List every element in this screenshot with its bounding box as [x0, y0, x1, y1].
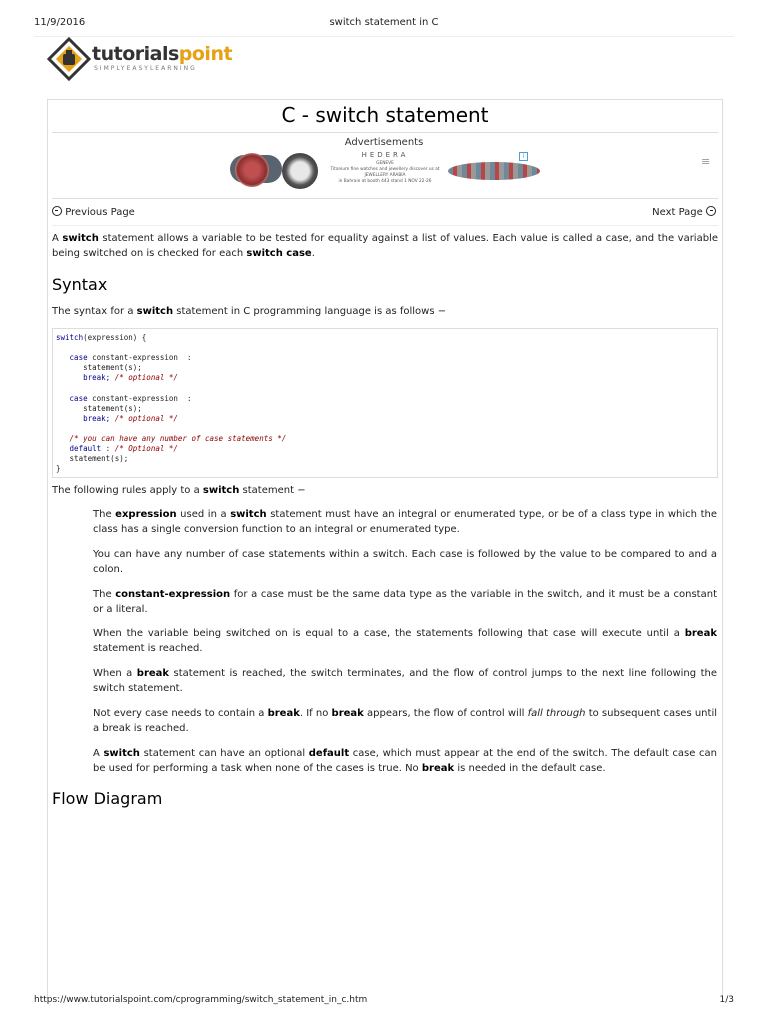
- page-number: 1/3: [719, 995, 734, 1005]
- tutorialspoint-logo-icon[interactable]: [46, 36, 92, 82]
- bracelets-image: [448, 162, 540, 180]
- rule-item: The constant-expression for a case must be the same data type as the variable in the switch, and it must be a constant or a literal.: [93, 589, 717, 615]
- watch-image-3: [282, 153, 318, 189]
- site-header: [34, 30, 734, 90]
- print-title: switch statement in C: [329, 17, 439, 28]
- rule-item: A switch statement can have an optional default case, which must appear at the end of the switch. The default case can be used for performing a task when none of the cases is true. No break is needed in the default case.: [93, 748, 717, 774]
- ad-brand: HEDERA: [361, 151, 409, 159]
- syntax-heading: Syntax: [52, 275, 108, 294]
- page-navigation: [52, 206, 718, 220]
- print-header: [34, 17, 734, 31]
- page-title: C - switch statement: [281, 103, 489, 127]
- arrow-left-circle-icon: [52, 206, 62, 216]
- ad-copy: GENEVE Titanium fine watches and jewellery discover us at JEWELLERY ARABIA in Bahrain at booth 443 stand 1 NOV 22-26: [330, 161, 440, 184]
- page-url: https://www.tutorialspoint.com/cprogramming/switch_statement_in_c.htm: [34, 995, 368, 1005]
- print-footer: [34, 995, 734, 1009]
- code-block: switch(expression) { case constant-expression : statement(s); break; /* optional */ case constant-expression : statement(s); break; /* optional */ /* you can have any number of case statements */ default : /* Optional */ statement(s); }: [52, 328, 718, 478]
- rule-item: You can have any number of case statements within a switch. Each case is followed by the value to be compared to and a colon.: [93, 549, 717, 575]
- rule-item: When the variable being switched on is equal to a case, the statements following that case will execute until a break statement is reached.: [93, 628, 717, 654]
- logo-wordmark[interactable]: tutorialspoint: [92, 43, 233, 65]
- rules-intro: The following rules apply to a switch statement −: [52, 485, 306, 496]
- title-divider: [52, 132, 718, 133]
- arrow-right-circle-icon: [706, 206, 716, 216]
- nav-divider: [52, 225, 718, 226]
- flow-diagram-heading: Flow Diagram: [52, 789, 163, 808]
- print-date: 11/9/2016: [34, 17, 86, 28]
- next-page-link[interactable]: Next Page: [652, 206, 716, 218]
- ads-divider: [52, 198, 718, 199]
- hamburger-icon[interactable]: ≡: [701, 155, 711, 168]
- logo-tagline: SIMPLYEASYLEARNING: [94, 65, 197, 72]
- ads-label: Advertisements: [344, 137, 424, 148]
- rule-item: The expression used in a switch statement must have an integral or enumerated type, or be of a class type in which the class has a single conversion function to an integral or enumerated type.: [93, 509, 717, 535]
- syntax-description: The syntax for a switch statement in C programming language is as follows −: [52, 306, 447, 317]
- rule-item: Not every case needs to contain a break. If no break appears, the flow of control will fall through to subsequent cases until a break is reached.: [93, 708, 718, 734]
- watch-image-2: [235, 153, 269, 187]
- intro-paragraph: A switch statement allows a variable to be tested for equality against a list of values. Each value is called a case, and the variable being switched on is checked for each switch case.: [52, 233, 718, 259]
- previous-page-link[interactable]: Previous Page: [52, 206, 135, 218]
- rule-item: When a break statement is reached, the switch terminates, and the flow of control jumps to the next line following the switch statement.: [93, 668, 717, 694]
- info-icon[interactable]: i: [519, 152, 528, 161]
- advertisement-banner[interactable]: [230, 150, 540, 192]
